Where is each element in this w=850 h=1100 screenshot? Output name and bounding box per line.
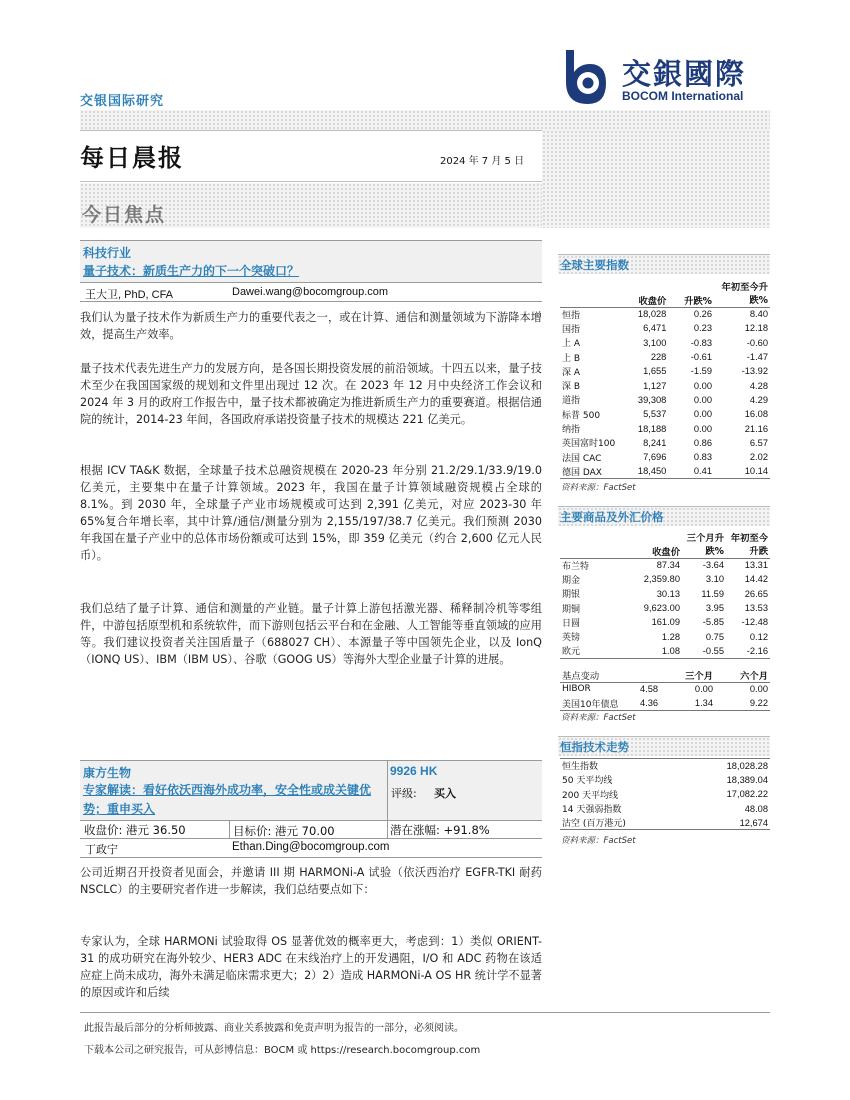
table-row [560, 601, 770, 615]
article1-industry: 科技行业 [83, 246, 132, 260]
cell-value: 18,389.04 [726, 774, 768, 785]
table-row [560, 350, 770, 364]
cell-value: 8,241 [643, 437, 667, 448]
row-label: 国指 [562, 324, 581, 335]
cell-value: 8.40 [749, 309, 768, 320]
header-band [80, 110, 770, 130]
footer-disclaimer: 此报告最后部分的分析师披露、商业关系披露和免责声明为报告的一部分，必须阅读。 [84, 1023, 464, 1034]
cell-value: 18,028.28 [726, 760, 768, 771]
cell-value: -0.60 [746, 337, 768, 348]
article2-analyst: 丁政宁 [85, 843, 118, 856]
cell-value: -1.59 [690, 366, 712, 377]
cell-value: 11.59 [701, 588, 724, 599]
cell-value: 2.02 [749, 452, 768, 463]
table-row [560, 378, 770, 392]
row-label: 期金 [562, 575, 581, 586]
article2-rating-label: 评级: [391, 787, 417, 800]
cell-value: 4.58 [639, 684, 659, 695]
cell-value: -5.85 [702, 617, 724, 628]
table-row [560, 307, 770, 321]
cell-value: 4.36 [639, 698, 659, 709]
cell-value: 18,028 [637, 309, 667, 320]
article1-paragraph: 我们认为量子技术作为新质生产力的重要代表之一，或在计算、通信和测量领域为下游降本增效，提高生产效率。 [80, 311, 542, 341]
indices-title: 全球主要指数 [560, 258, 629, 272]
cell-value: 0.23 [693, 323, 712, 334]
table-row [560, 787, 770, 801]
row-label: 纳指 [562, 425, 581, 436]
cell-value: 12.18 [744, 323, 768, 334]
row-label: 50 天平均线 [562, 776, 613, 787]
cell-value: 0.00 [694, 684, 714, 695]
cell-value: 0.00 [749, 684, 768, 695]
cell-value: 16.08 [744, 409, 768, 420]
cell-value: 0.00 [693, 380, 712, 391]
report-date: 2024 年 7 月 5 日 [440, 156, 525, 167]
price-divider [387, 820, 388, 839]
focus-title: 今日焦点 [82, 204, 167, 226]
table-row [560, 587, 770, 601]
cell-value: 0.41 [693, 466, 712, 477]
table-row [560, 696, 770, 710]
cell-value: 1.34 [694, 698, 714, 709]
divider [80, 857, 542, 858]
cell-value: 14.42 [744, 574, 768, 585]
cell-value: 13.31 [744, 560, 768, 571]
table-row [560, 801, 770, 815]
table-row [560, 321, 770, 335]
column-header: 六个月 [740, 670, 768, 682]
price-divider [229, 820, 230, 839]
article2-email-link[interactable]: Ethan.Ding@bocomgroup.com [232, 841, 390, 853]
cell-value: 7,696 [643, 452, 667, 463]
column-header: 升跌% [684, 295, 712, 307]
row-label: 英镑 [562, 633, 581, 644]
rates-label: 基点变动 [562, 670, 600, 682]
cell-value: 30.13 [656, 588, 680, 599]
cell-value: 9,623.00 [643, 603, 680, 614]
row-label: 沽空 (百万港元) [562, 819, 626, 830]
cell-value: 26.65 [744, 588, 768, 599]
cell-value: 1.08 [661, 645, 680, 656]
cell-value: 0.83 [693, 452, 712, 463]
article2-company: 康方生物 [83, 766, 132, 780]
row-label: 深 B [562, 382, 581, 393]
indices-source: 资料来源：FactSet [561, 483, 636, 493]
cell-value: 5,537 [643, 409, 667, 420]
cell-value: 1.28 [661, 631, 680, 642]
table-row [560, 393, 770, 407]
hstech-table [560, 758, 770, 830]
row-label: 恒生指数 [562, 762, 599, 773]
research-label: 交银国际研究 [80, 94, 165, 109]
right-header-band [542, 130, 770, 228]
row-label: 日圆 [562, 618, 581, 629]
row-label: 标普 500 [562, 410, 601, 421]
cell-value: -13.92 [741, 366, 768, 377]
article2-close-price: 收盘价: 港元 36.50 [84, 823, 186, 837]
hstech-title: 恒指技术走势 [560, 740, 629, 754]
table-row [560, 682, 770, 696]
bocom-logo-icon [560, 50, 620, 106]
cell-value: 161.09 [651, 617, 680, 628]
column-header: 三个月升跌% [686, 532, 724, 557]
column-header: 年初至今升跌% [721, 281, 768, 306]
table-row [560, 364, 770, 378]
cell-value: 39,308 [637, 394, 667, 405]
row-label: 上 A [562, 339, 581, 350]
article1-paragraph: 我们总结了量子计算、通信和测量的产业链。量子计算上游包括激光器、稀释制冷机等零组件，中游包括原型机和系统软件，而下游则包括云平台和在金融、人工智能等垂直领域的应用等。我们建议投资者关注国盾量子（688027 CH）、本源量子等中国领先企业，以及 IonQ（IONQ US）、IBM（IBM US）、谷歌（GOOG US）等海外大型企业量子计算的进展。 [80, 602, 542, 666]
table-row [560, 464, 770, 478]
commodities-table [560, 528, 770, 659]
report-title: 每日晨报 [80, 143, 184, 172]
cell-value: 6,471 [643, 323, 667, 334]
article1-title-link[interactable]: 量子技术：新质生产力的下一个突破口？ [83, 264, 300, 278]
table-row [560, 759, 770, 773]
row-label: 德国 DAX [562, 467, 602, 478]
row-label: 14 天强弱指数 [562, 805, 622, 816]
row-label: 深 A [562, 367, 581, 378]
cell-value: 2,359.80 [643, 574, 680, 585]
row-label: 美国10年债息 [562, 699, 619, 710]
row-label: 英国富时100 [562, 439, 616, 450]
commodities-source: 资料来源：FactSet [561, 713, 636, 723]
cell-value: 10.14 [744, 466, 768, 477]
cell-value: -0.83 [690, 337, 712, 348]
row-label: 恒指 [562, 310, 581, 321]
table-row [560, 629, 770, 643]
cell-value: 0.75 [705, 631, 724, 642]
cell-value: 0.00 [693, 423, 712, 434]
article1-author: 王大卫, PhD, CFA [85, 289, 174, 301]
table-row [560, 421, 770, 435]
cell-value: 0.12 [749, 631, 768, 642]
column-header: 年初至今升跌 [730, 532, 768, 557]
footer-divider [80, 1012, 770, 1013]
table-row [560, 407, 770, 421]
cell-value: 228 [650, 352, 667, 363]
row-label: 布兰特 [562, 561, 590, 572]
row-label: 欧元 [562, 647, 581, 658]
article1-paragraph: 量子技术代表先进生产力的发展方向，是各国长期投资发展的前沿领域。十四五以来，量子技术至少在我国国家级的规划和文件里出现过 12 次。在 2023 年 12 月中央经济工作会议和 2024 年 3 月的政府工作报告中，量子技术都被确定为推进新质生产力的重要赛道。根据信通院的统计，2014-23 年间，各国政府承诺投资量子技术的规模达 221 亿美元。 [80, 362, 542, 426]
table-row [560, 773, 770, 787]
cell-value: 4.28 [749, 380, 768, 391]
rates-table [560, 667, 770, 711]
commodities-title: 主要商品及外汇价格 [560, 510, 664, 524]
row-label: 法国 CAC [562, 453, 602, 464]
cell-value: 6.57 [749, 437, 768, 448]
article2-rating: 买入 [434, 787, 456, 800]
table-row [560, 572, 770, 586]
table-row [560, 644, 770, 658]
cell-value: 13.53 [744, 603, 768, 614]
table-row [560, 816, 770, 830]
footer-download-link[interactable]: 下载本公司之研究报告，可从彭博信息：BOCM 或 https://research.bocomgroup.com [84, 1045, 481, 1056]
cell-value: -0.61 [690, 352, 712, 363]
article2-paragraph: 专家认为，全球 HARMONi 试验取得 OS 显著优效的概率更大，考虑到：1）类似 ORIENT-31 的成功研究在海外较少、HER3 ADC 在末线治疗上的开发遇阻，I/O 和 ADC 药物在该适应症上尚未成功，海外未满足临床需求更大；2）2）造成 HARMONi-A OS HR 统计学不显著的原因或许和后续 [80, 935, 542, 999]
cell-value: -3.64 [702, 560, 724, 571]
table-row [560, 615, 770, 629]
cell-value: 17,082.22 [726, 789, 768, 800]
row-label: 200 天平均线 [562, 790, 619, 801]
table-row [560, 436, 770, 450]
cell-value: 87.34 [656, 560, 680, 571]
row-label: 道指 [562, 396, 581, 407]
cell-value: -2.16 [746, 645, 768, 656]
column-header: 收盘价 [652, 546, 680, 558]
row-label: HIBOR [562, 684, 591, 695]
row-label: 期银 [562, 590, 581, 601]
article2-upside: 潜在涨幅: +91.8% [390, 823, 490, 837]
table-row [560, 336, 770, 350]
cell-value: 21.16 [744, 423, 768, 434]
table-row [560, 558, 770, 572]
cell-value: 18,188 [637, 423, 667, 434]
article2-ticker: 9926 HK [390, 764, 438, 778]
cell-value: 9.22 [749, 698, 768, 709]
article2-title-link[interactable]: 专家解读：看好依沃西海外成功率，安全性或成关键优势；重申买入 [83, 783, 372, 816]
cell-value: 1,655 [643, 366, 667, 377]
cell-value: 3,100 [643, 337, 667, 348]
cell-value: 0.26 [693, 309, 712, 320]
cell-value: -0.55 [702, 645, 724, 656]
cell-value: 48.08 [744, 803, 768, 814]
article2-target-price: 目标价: 港元 70.00 [233, 824, 335, 838]
row-label: 期铜 [562, 604, 581, 615]
table-row [560, 450, 770, 464]
cell-value: 0.00 [693, 409, 712, 420]
cell-value: 1,127 [643, 380, 667, 391]
indices-table [560, 277, 770, 479]
logo-en-text: BOCOM International [622, 89, 744, 103]
column-header: 三个月 [685, 670, 714, 682]
article1-email-link[interactable]: Dawei.wang@bocomgroup.com [232, 286, 389, 298]
article2-paragraph: 公司近期召开投资者见面会，并邀请 III 期 HARMONi-A 试验（依沃西治疗 EGFR-TKI 耐药 NSCLC）的主要研究者作进一步解读，我们总结要点如下： [80, 866, 542, 896]
cell-value: 0.86 [693, 437, 712, 448]
cell-value: 18,450 [637, 466, 667, 477]
hstech-source: 资料来源：FactSet [561, 836, 636, 846]
logo-cn-text: 交銀國際 [622, 57, 747, 91]
cell-value: 3.95 [705, 603, 724, 614]
cell-value: -1.47 [746, 352, 768, 363]
row-label: 上 B [562, 353, 581, 364]
column-header: 收盘价 [638, 295, 667, 307]
cell-value: -12.48 [741, 617, 768, 628]
cell-value: 0.00 [693, 394, 712, 405]
cell-value: 12,674 [739, 817, 768, 828]
cell-value: 4.29 [749, 394, 768, 405]
cell-value: 3.10 [705, 574, 724, 585]
article1-paragraph: 根据 ICV TA&K 数据，全球量子技术总融资规模在 2020-23 年分别 21.2/29.1/33.9/19.0 亿美元，主要集中在量子计算领域。2023 年，我国在量子计算领域融资规模占全球的 8.1%。到 2030 年，全球量子产业市场规模或可达到 2,391 亿美元，对应 2023-30 年 65%复合年增长率，其中计算/通信/测量分别为 2,155/197/38.7 亿美元。我们预测 2030 年我国在量子产业中的总体市场份额或可达到 15%，即 359 亿美元（约合 2,600 亿元人民币）。 [80, 464, 542, 562]
